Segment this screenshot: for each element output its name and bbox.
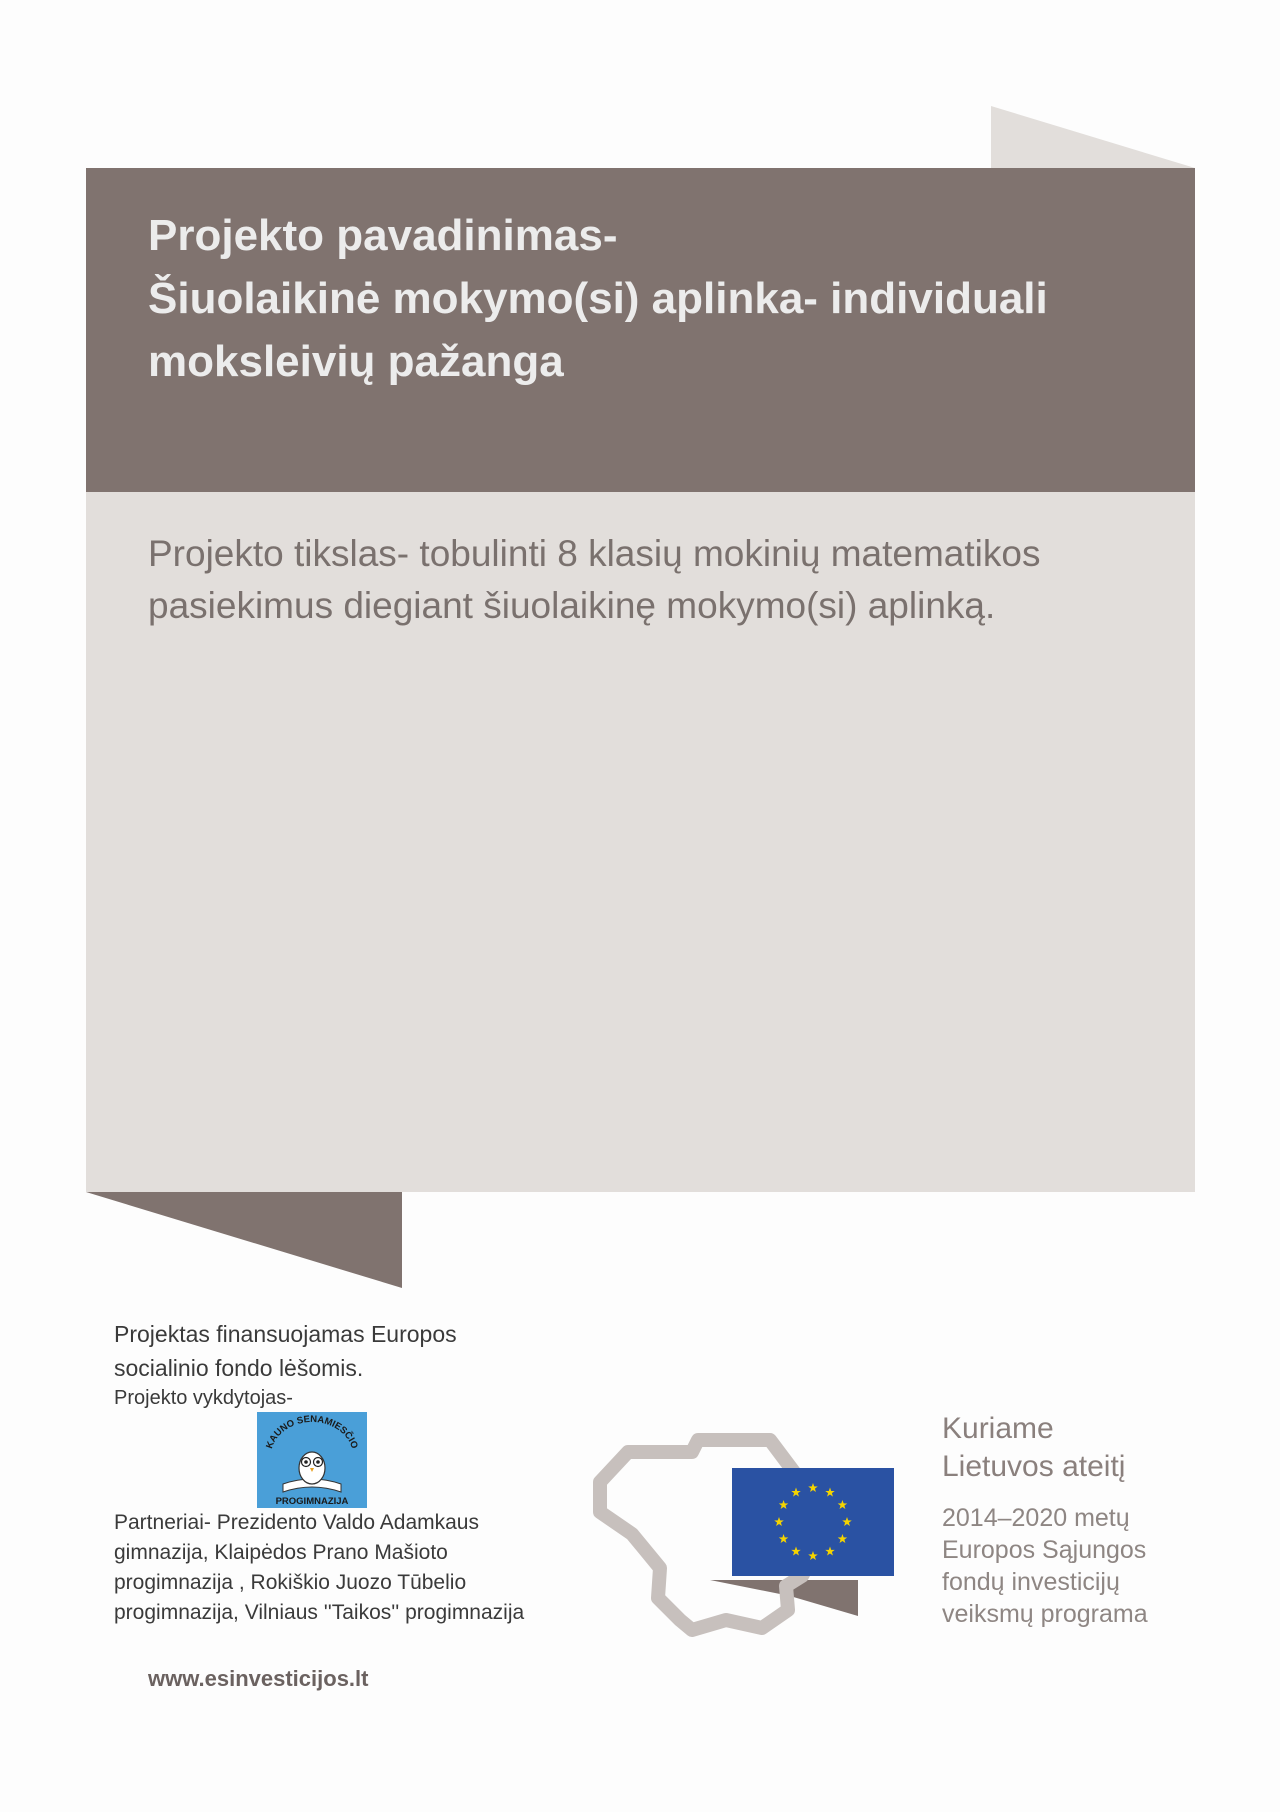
program-line-1: 2014–2020 metų bbox=[942, 1504, 1130, 1532]
funding-line-2: socialinio fondo lėšomis. bbox=[114, 1355, 364, 1381]
goal-line-2: pasiekimus diegiant šiuolaikinę mokymo(si) aplinką. bbox=[148, 585, 996, 626]
project-goal bbox=[148, 528, 1168, 632]
eu-flag-icon bbox=[732, 1468, 894, 1576]
program-line-3: fondų investicijų bbox=[942, 1568, 1120, 1596]
slogan bbox=[942, 1410, 1125, 1486]
goal-line-1: Projekto tikslas- tobulinti 8 klasių mokinių matematikos bbox=[148, 533, 1041, 574]
esf-lithuania-eu-logo bbox=[580, 1410, 900, 1640]
funding-info bbox=[114, 1317, 614, 1411]
partners-line-1: Partneriai- Prezidento Valdo Adamkaus bbox=[114, 1511, 479, 1534]
title-line-2: Šiuolaikinė mokymo(si) aplinka- individuali bbox=[148, 274, 1048, 323]
slogan-line-1: Kuriame bbox=[942, 1412, 1054, 1445]
project-title bbox=[148, 204, 1148, 393]
bottom-left-flap bbox=[86, 1192, 402, 1288]
website-link[interactable]: www.esinvesticijos.lt bbox=[148, 1666, 369, 1691]
school-logo-bottom-text: PROGIMNAZIJA bbox=[275, 1496, 349, 1507]
title-line-1: Projekto pavadinimas- bbox=[148, 211, 618, 260]
funding-line-1: Projektas finansuojamas Europos bbox=[114, 1321, 457, 1347]
partners-info bbox=[114, 1508, 634, 1628]
partners-line-4: progimnazija, Vilniaus ''Taikos'' progimnazija bbox=[114, 1601, 525, 1624]
slogan-line-2: Lietuvos ateitį bbox=[942, 1450, 1126, 1483]
title-line-3: moksleivių pažanga bbox=[148, 337, 564, 386]
program-info bbox=[942, 1502, 1148, 1630]
top-right-flap bbox=[991, 106, 1195, 168]
partners-line-2: gimnazija, Klaipėdos Prano Mašioto bbox=[114, 1541, 448, 1564]
executor-label: Projekto vykdytojas- bbox=[114, 1387, 293, 1409]
program-line-2: Europos Sąjungos bbox=[942, 1536, 1147, 1564]
school-logo bbox=[257, 1412, 367, 1508]
partners-line-3: progimnazija , Rokiškio Juozo Tūbelio bbox=[114, 1571, 467, 1594]
school-logo-top-text: KAUNO SENAMIESČIO bbox=[264, 1413, 360, 1451]
program-line-4: veiksmų programa bbox=[942, 1600, 1148, 1628]
